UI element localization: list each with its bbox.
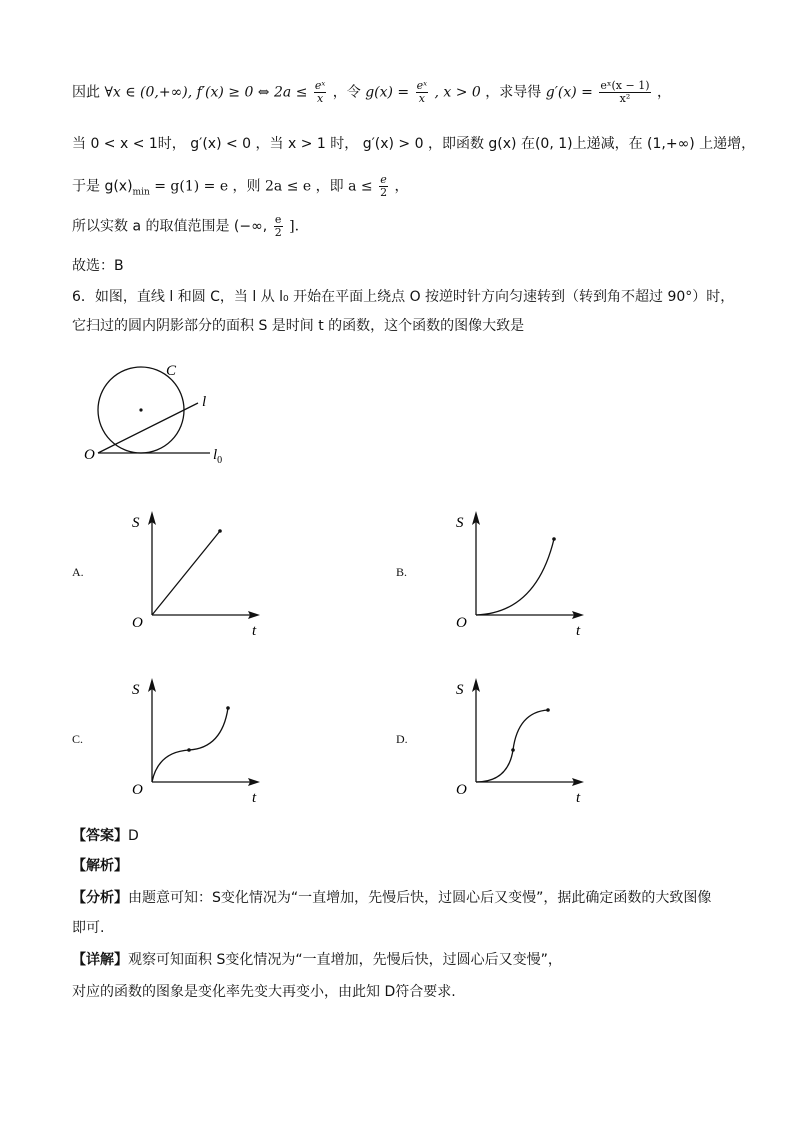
curve-inflection-point <box>187 748 191 752</box>
fraction <box>274 214 283 239</box>
text: ]. <box>289 218 300 235</box>
xiangjie-tag: 【详解】 <box>72 952 128 968</box>
y-axis-label: S <box>456 515 464 531</box>
origin-label: O <box>456 782 467 798</box>
option-label-c: C. <box>72 732 84 746</box>
conclusion-line: 对应的函数的图象是变化率先变大再变小，由此知 D符合要求. <box>72 984 456 1000</box>
option-graph-d <box>426 672 596 807</box>
curve-endpoint <box>546 708 550 712</box>
option-label-d: D. <box>396 732 408 746</box>
answer-value: D <box>128 828 139 844</box>
x-axis-label: t <box>252 623 257 639</box>
origin-label: O <box>456 615 467 631</box>
math: g′(x) = <box>545 84 593 101</box>
frac-den: x <box>418 92 425 105</box>
math: , x > 0 <box>434 84 481 101</box>
frac-num: eˣ <box>416 79 428 92</box>
origin-label: O <box>132 615 143 631</box>
frac-den: x² <box>619 92 631 105</box>
label-l0 <box>213 447 222 466</box>
fraction <box>416 80 428 105</box>
fraction <box>314 80 326 105</box>
frac-num: eˣ(x − 1) <box>600 79 650 92</box>
frac-den: 2 <box>380 186 388 199</box>
fraction <box>379 174 388 199</box>
text: ， <box>394 178 409 195</box>
circle-center-dot <box>139 408 142 411</box>
curve-endpoint <box>218 529 222 533</box>
fenxi-line <box>72 888 711 908</box>
x-axis-label: t <box>576 790 581 806</box>
label-l: l <box>202 394 207 410</box>
option-graph-b <box>426 505 596 640</box>
fenxi-tag: 【分析】 <box>72 890 128 906</box>
solution-line-3 <box>72 174 409 202</box>
answer-tag: 【答案】 <box>72 828 128 844</box>
solution-line-4 <box>72 214 299 239</box>
label-C: C <box>166 363 177 379</box>
function-curve <box>476 710 548 782</box>
function-curve <box>476 539 554 615</box>
xiangjie-text: 观察可知面积 S变化情况为“一直增加，先慢后快，过圆心后又变慢”， <box>128 952 562 968</box>
question-6-line-1: 6．如图，直线 l 和圆 C，当 l 从 l₀ 开始在平面上绕点 O 按逆时针方向匀速转到（转到角不超过 90°）时， <box>72 289 735 305</box>
fenxi-text: 由题意可知：S变化情况为“一直增加，先慢后快，过圆心后又变慢”，据此确定函数的大致图像 <box>128 890 712 906</box>
option-graph-a <box>102 505 272 640</box>
curve-inflection-point <box>511 748 515 752</box>
line-l <box>98 403 198 453</box>
function-curve <box>152 708 228 782</box>
x-axis-label: t <box>252 790 257 806</box>
frac-den: x <box>316 92 324 105</box>
text: 于是 g(x) <box>72 178 133 195</box>
label-l0-sub: 0 <box>217 455 223 466</box>
analysis-tag: 【解析】 <box>72 858 128 874</box>
math: = g(1) = e ，则 2a ≤ e ，即 a ≤ <box>149 178 373 195</box>
solution-line-2: 当 0 < x < 1时， g′(x) < 0 ，当 x > 1 时， g′(x) > 0 ，即函数 g(x) 在(0, 1)上递减，在 (1,+∞) 上递增， <box>72 136 756 152</box>
curve-endpoint <box>226 706 230 710</box>
x-axis-label: t <box>576 623 581 639</box>
text: ， <box>656 84 671 101</box>
subscript: min <box>132 187 150 198</box>
frac-den: 2 <box>274 226 282 239</box>
text: 因此 <box>72 84 100 101</box>
solution-line-1 <box>72 80 671 105</box>
xiangjie-line <box>72 950 562 970</box>
y-axis-label: S <box>132 515 140 531</box>
math: ∀x ∈ (0,+∞), f′(x) ≥ 0 ⇔ 2a ≤ <box>104 84 308 101</box>
origin-label: O <box>132 782 143 798</box>
option-label-a: A. <box>72 565 84 579</box>
frac-num: e <box>380 173 387 186</box>
text: 所以实数 a 的取值范围是 (−∞, <box>72 218 268 235</box>
y-axis-label: S <box>132 682 140 698</box>
option-graph-c <box>102 672 272 807</box>
curve-endpoint <box>552 537 556 541</box>
label-O: O <box>84 447 95 463</box>
function-curve <box>152 531 220 615</box>
answer-choice-line: 故选：B <box>72 258 124 274</box>
y-axis-label: S <box>456 682 464 698</box>
text: ，求导得 <box>485 84 542 101</box>
text: ，令 <box>332 84 361 101</box>
frac-num: eˣ <box>314 79 326 92</box>
circle-line-figure <box>80 355 250 470</box>
option-label-b: B. <box>396 565 408 579</box>
label-l0-main: l <box>213 447 218 463</box>
frac-num: e <box>274 213 282 226</box>
question-6-line-2: 它扫过的圆内阴影部分的面积 S 是时间 t 的函数，这个函数的图像大致是 <box>72 318 525 334</box>
answer-line <box>72 826 139 846</box>
fenxi-line-2: 即可. <box>72 920 105 936</box>
math: g(x) = <box>365 84 410 101</box>
fraction <box>599 80 650 105</box>
analysis-tag-line <box>72 856 128 876</box>
